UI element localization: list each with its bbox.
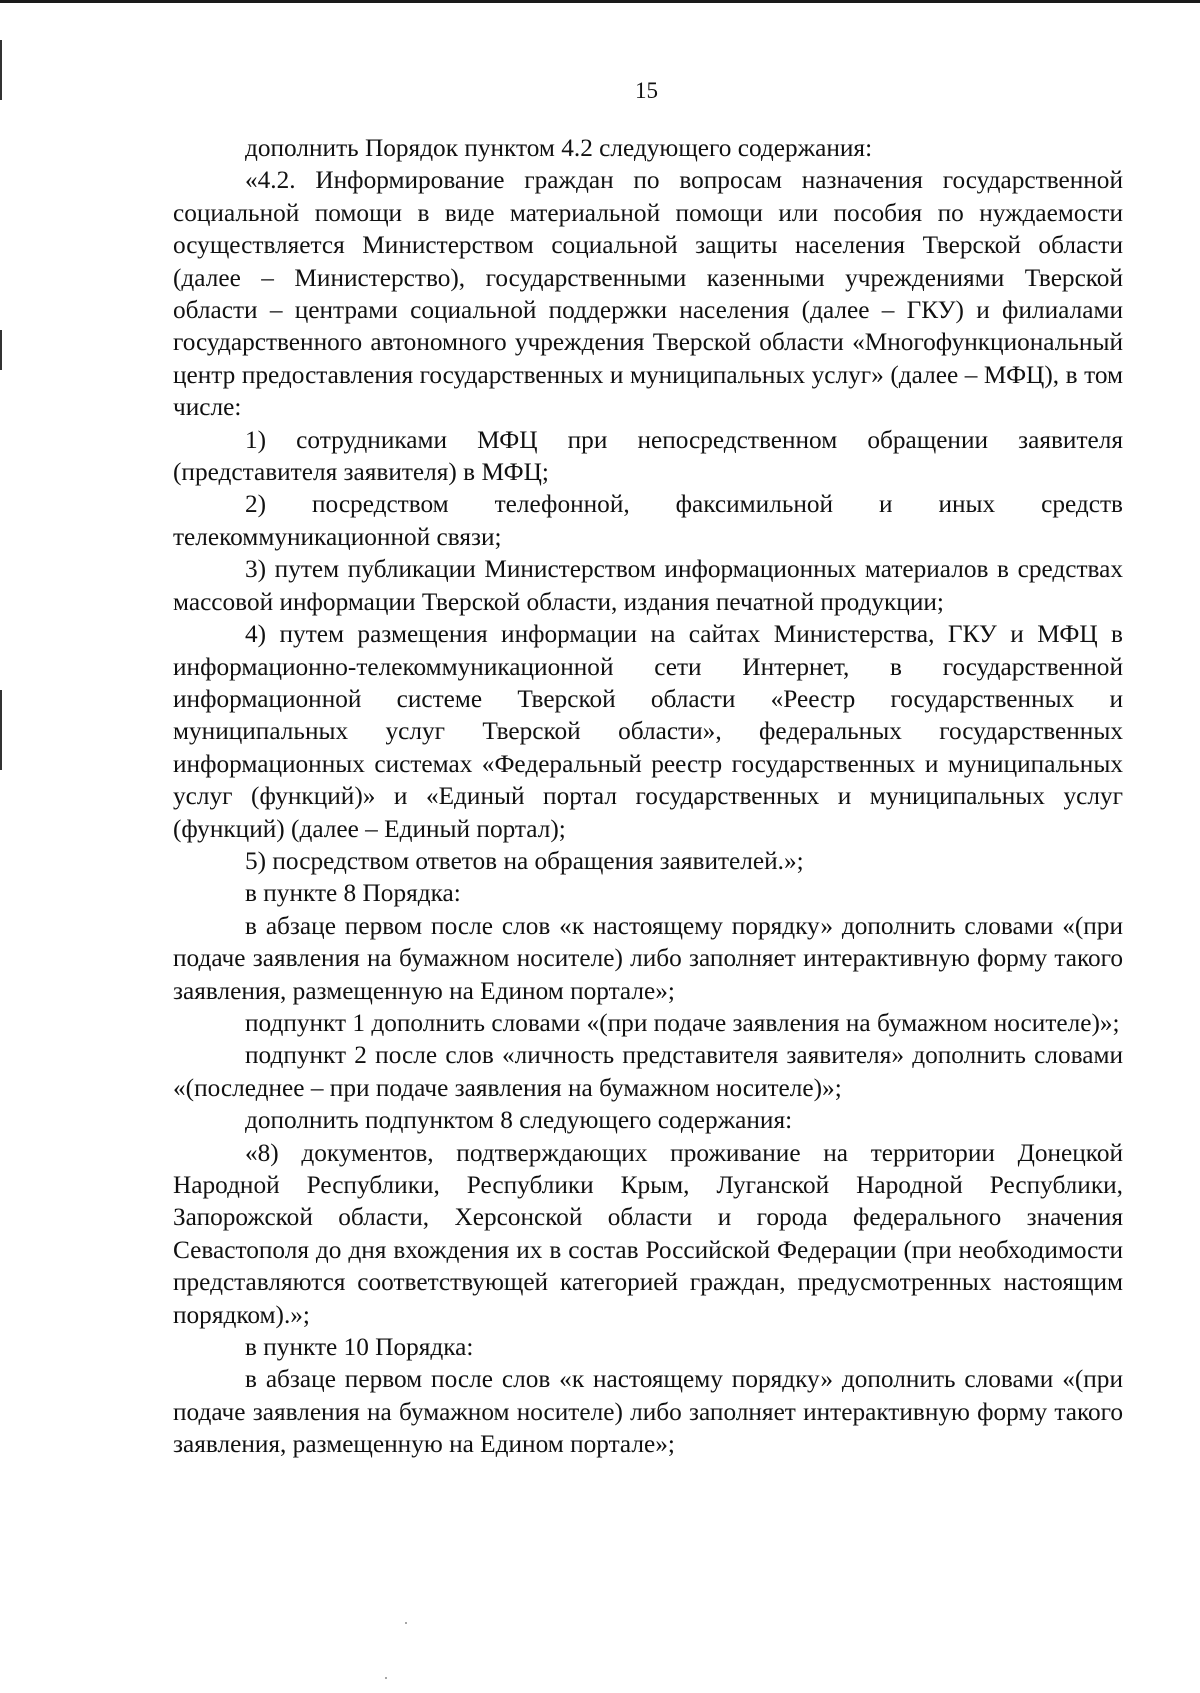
paragraph: дополнить подпунктом 8 следующего содержания: bbox=[245, 1106, 793, 1135]
scan-speck bbox=[405, 1622, 407, 1624]
scan-left-mark bbox=[0, 330, 2, 370]
paragraph: 3) путем публикации Министерством информационных материалов в средствах массовой информации Тверской области, издания печатной продукции; bbox=[173, 555, 1123, 616]
paragraph: «8) документов, подтверждающих проживание на территории Донецкой Народной Республики, Республики Крым, Луганской Народной Республики, Запорожской области, Херсонской области и города федерального значения Севастополя до дня вхождения их в состав Российской Федерации (при необходимости представляются соответствующей категорией граждан, предусмотренных настоящим порядком).»; bbox=[173, 1138, 1123, 1329]
paragraph: в пункте 8 Порядка: bbox=[245, 879, 461, 908]
scan-left-mark bbox=[0, 690, 2, 770]
paragraph: подпункт 2 после слов «личность представителя заявителя» дополнить словами «(последнее – при подаче заявления на бумажном носителе)»; bbox=[173, 1041, 1123, 1102]
scan-top-edge bbox=[0, 0, 1200, 3]
scan-speck bbox=[385, 1677, 387, 1679]
paragraph: в абзаце первом после слов «к настоящему порядку» дополнить словами «(при подаче заявления на бумажном носителе) либо заполняет интерактивную форму такого заявления, размещенную на Едином портале»; bbox=[173, 911, 1123, 1005]
paragraph: подпункт 1 дополнить словами «(при подаче заявления на бумажном носителе)»; bbox=[245, 1008, 1120, 1037]
paragraph: в пункте 10 Порядка: bbox=[245, 1333, 474, 1362]
page-number: 15 bbox=[635, 78, 658, 103]
paragraph: 1) сотрудниками МФЦ при непосредственном обращении заявителя (представителя заявителя) в МФЦ; bbox=[173, 425, 1123, 487]
paragraph: 4) путем размещения информации на сайтах Министерства, ГКУ и МФЦ в информационно-телекоммуникационной сети Интернет, в государственной информационной системе Тверской области «Реестр государственных и муниципальных услуг Тверской области», федеральных государственных информационных системах «Федеральный реестр государственных и муниципальных услуг (функций)» и «Единый портал государственных и муниципальных услуг (функций) (далее – Единый портал); bbox=[173, 620, 1123, 843]
paragraph: 5) посредством ответов на обращения заявителей.»; bbox=[245, 846, 804, 875]
document-body bbox=[173, 132, 1123, 1461]
paragraph: 2) посредством телефонной, факсимильной и иных средств телекоммуникационной связи; bbox=[173, 490, 1123, 551]
paragraph: в абзаце первом после слов «к настоящему порядку» дополнить словами «(при подаче заявления на бумажном носителе) либо заполняет интерактивную форму такого заявления, размещенную на Едином портале»; bbox=[173, 1365, 1123, 1459]
paragraph: дополнить Порядок пунктом 4.2 следующего содержания: bbox=[245, 134, 873, 162]
paragraph: «4.2. Информирование граждан по вопросам назначения государственной социальной помощи в виде материальной помощи или пособия по нуждаемости осуществляется Министерством социальной защиты населения Тверской области (далее – Министерство), государственными казенными учреждениями Тверской области – центрами социальной поддержки населения (далее – ГКУ) и филиалами государственного автономного учреждения Тверской области «Многофункциональный центр предоставления государственных и муниципальных услуг» (далее – МФЦ), в том числе: bbox=[173, 166, 1123, 422]
